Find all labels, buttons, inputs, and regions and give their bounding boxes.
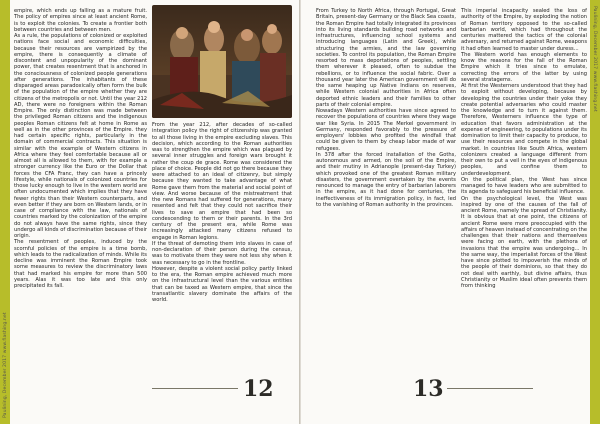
paragraph: If the threat of demoting them into slaves in case of non-declaration of their person during the census, was to motivate them they were not less shy when it was necessary to go in the frontline. bbox=[152, 240, 292, 266]
right-page-footer: Paulining, December 2017 www.flashing.net bbox=[592, 6, 597, 112]
paragraph: Nowadays Western authorities have since agreed to recover the populations of countries where they wage war like Syria. In 2015 The Merkel government in Germany, responded favorably to the pressure of employers' lobbies who profited the windfall that could be given to them by cheap labor made of war refugees. bbox=[316, 108, 456, 152]
painting-illustration bbox=[152, 5, 292, 118]
paragraph: However, despite a violent social policy partly linked to the era, the Roman empire achieved much more on the infrastructural level than the various entities that can be taxed as Western empire, that since the transatlantic slavery dominate the affairs of the world. bbox=[152, 265, 292, 303]
page-number: 12 bbox=[243, 376, 274, 402]
paragraph: The resentment of peoples, induced by the scornful policies of the empire is a time bomb, which leads to the radicalization of minds. While its decline was imminent the Roman Empire took some measures to review the discriminatory laws that had marked his empire for more than 500 years. Alas it was too late and this only precipitated its fall. bbox=[14, 239, 147, 289]
paragraph: On the psychological level, the West was inspired by one of the causes of the fall of ancient Rome, namely the spread of Christianity. It is obvious that at one point, the citizens of ancient Rome were more preoccupied with the affairs of heaven instead of concentrating on the challenges that their nations and themselves were facing on earth, with the plethora of invasions that the empire was undergoing... In the same way, the imperialist forces of the West have since plotted to impoverish the minds of the people of their dominions, so that they do not deal with earthly, but divine affairs, thus Christianity or Muslim ideal often prevents them from thinking bbox=[461, 195, 587, 289]
left-page-column-1 bbox=[14, 8, 147, 370]
right-page-column-1 bbox=[316, 8, 456, 370]
paragraph: At first the Westerners understood that they had to exploit without developing, because by developing the countries under their yoke they create potential adversaries who could master the knowledge and to turn it against them. Therefore, Westerners influence the type of education that favors administration at the expense of engineering, to populations under its domination to limit their capacity to produce, to use their resources and compete in the global market. In countries like South Africa, western colonizers created a language different from their own to put a veil in the eyes of indigenous peoples, and confine them to underdevelopment. bbox=[461, 83, 587, 177]
left-page-column-2 bbox=[152, 122, 292, 372]
paragraph: empire, which ends up falling as a mature fruit. The policy of empires since at least ancient Rome, is to exploit the colonies. To create a frontier both between countries and between men. bbox=[14, 8, 147, 33]
paragraph: From Turkey to North Africa, through Portugal, Great Britain, present-day Germany or the Black Sea coasts, the Roman Empire had totally integrated its provinces into its living standards building road networks and infrastructures, influencing school systems and introducing languages (Latin and Greek), while structuring the armies, and the law governing societies. To control its population, the Roman Empire resorted to mass deportations of peoples, settling them wherever it pleased, often to subdue the rebellions, or to influence the social fabric. Over a thousand year later the American government will do the same heaping up Native Indians on reserves, while Western colonial authorities in Africa often deported ethnic leaders and their families to other parts of their colonial empire. bbox=[316, 8, 456, 108]
paragraph: As a rule, the populations of colonized or exploited nations face social and economic difficulties, because their resources are vampirized by the empire, there is consequently a climate of discontent and unpopularity of the dominant power, that creates resentment that is anchored in the consciousness of colonized people generations after generations. The inhabitants of these disparaged areas paradoxically often form the bulk of the population of the empire whether they are citizens of the metropolis or not. Until the year 212 AD, there were no foreigners within the Roman Empire. The only distinction was made between the privileged Roman citizens and the indigenous peoples Roman citizens felt at home in Rome as well as in the other provinces of the Empire. they had certain specific rights, particularly in the domain of commercial contracts. This situation is similar with the example of Western citizens in Africa where they feel comfortable because all or almost all is allowed to them, with for example a stronger currency like the Euro or the Dollar that forces the CFA Franc, they can have a princely lifestyle, while nationals of colonized countries for those lucky enough to live in the western world are often undocumented which implies that they have fewer rights than their Western counterparts, and even better if they are born on Western lands, or in case of compliance with the law, nationals of countries marked by the colonization of the empire do not always have the same rights, since they undergo all kinds of discrimination because of their origin. bbox=[14, 33, 147, 239]
paragraph: This imperial incapacity sealed the loss of authority of the Empire, by exploding the notion of Roman territory opposed to the so-called barbarian world, which had throughout the centuries mattered the tactics of the colonial adversary, and returned against Rome, weapons it had often learned to master under duress... bbox=[461, 8, 587, 52]
left-page bbox=[0, 0, 299, 424]
left-page-footer: Paulining, December 2017 www.flashing.net bbox=[3, 312, 8, 418]
right-page bbox=[301, 0, 600, 424]
page-number-rule bbox=[447, 388, 533, 389]
right-page-column-2 bbox=[461, 8, 587, 372]
paragraph: In 378 after the forced installation of the Goths, autonomous and armed, on the soil of the Empire, and their mutiny in Adrianople (present-day Turkey) which provoked one of the greatest Roman military disasters, the government overtaken by the events renounced to manage the entry of barbarian laborers in the empire, as it had done for centuries, the ineffectiveness of its immigration policy, in fact, led to the vanishing of Roman authority in the provinces. bbox=[316, 151, 456, 208]
page-number-rule bbox=[152, 388, 238, 389]
paragraph: On the political plan, the West has since managed to have leaders who are submitted to its agenda to safeguard his beneficial influence. bbox=[461, 176, 587, 196]
paragraph: From the year 212, after decades of so-called integration policy the right of citizenship was granted to all those living in the empire excluding slaves. This decision, which according to the Roman authorities was to strengthen the empire which was plagued by several inner struggles and foreign wars brought it rather the coup de grace. Rome was considered the place of choice. People did not go there because they were attached to an ideal of citizenry, but simply because they wanted to take advantage of what Rome gave them from the material and social point of view. And worse because of the mistreatment that the new Romans had suffered for generations, many resented and felt that they could not sacrifice their lives to save an empire that had been so condescending to them or their parents. In the 3rd century of the present era, while Rome was increasingly attacked many citizens refused to engage in Roman legions. bbox=[152, 122, 292, 241]
roman-crowd-painting bbox=[152, 5, 292, 118]
paragraph: The Western world has enough elements to know the reasons for the fall of the Roman Empire which it tries since to emulate, correcting the errors of the latter by using several stratagems. bbox=[461, 51, 587, 83]
page-number: 13 bbox=[413, 376, 444, 402]
